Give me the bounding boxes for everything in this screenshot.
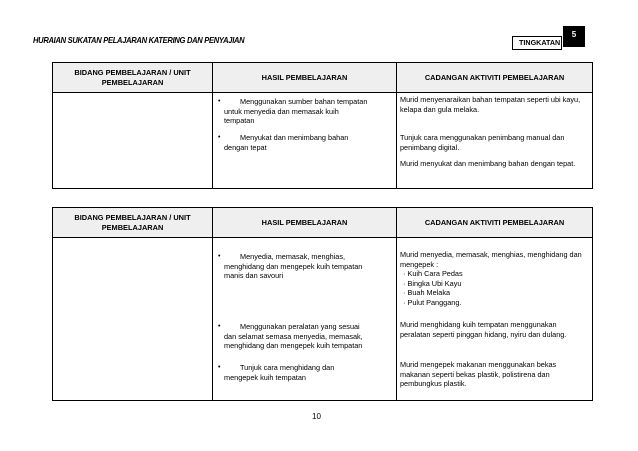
aktiviti-item: Murid menghidang kuih tempatan menggunakan peralatan seperti pinggan hidang, nyiru dan dulang. [400,320,567,339]
grade-number-badge: 5 [563,26,585,47]
list-item: · Buah Melaka [403,288,451,297]
hasil-item: • Menggunakan peralatan yang sesuai dan selamat semasa menyedia, memasak, menghidang dan mengepek kuih tempatan [218,322,363,350]
syllabus-table-2 [52,207,593,401]
list-item: · Kuih Cara Pedas [403,269,463,278]
bullet-icon: • [218,253,221,260]
bullet-icon: • [218,323,221,330]
column-header-aktiviti: CADANGAN AKTIVITI PEMBELAJARAN [397,208,593,238]
hasil-cell [213,93,397,189]
aktiviti-cell [397,238,593,401]
list-item: · Bingka Ubi Kayu [403,278,462,288]
hasil-item: • Menggunakan sumber bahan tempatan untuk menyedia dan memasak kuih tempatan [218,97,368,125]
hasil-item: • Menyukat dan menimbang bahan dengan tepat [218,133,349,152]
bidang-cell [53,238,213,401]
list-item: · Pulut Panggang. [403,297,462,307]
column-header-hasil: HASIL PEMBELAJARAN [213,208,397,238]
column-header-hasil: HASIL PEMBELAJARAN [213,63,397,93]
aktiviti-item: Tunjuk cara menggunakan penimbang manual dan penimbang digital. [400,133,565,152]
bullet-icon: • [218,364,221,371]
hasil-item: • Menyedia, memasak, menghias, menghidang dan mengepek kuih tempatan manis dan savouri [218,252,363,280]
page-number: 10 [312,412,321,421]
bidang-cell [53,93,213,189]
aktiviti-cell [397,93,593,189]
aktiviti-item: Murid mengepek makanan menggunakan bekas makanan seperti bekas plastik, polistirena dan pembungkus plastik. [400,360,557,388]
bullet-icon: • [218,98,221,105]
aktiviti-item: Murid menyenaraikan bahan tempatan seperti ubi kayu, kelapa dan gula melaka. [400,95,581,114]
column-header-aktiviti: CADANGAN AKTIVITI PEMBELAJARAN [397,63,593,93]
hasil-cell [213,238,397,401]
column-header-bidang: BIDANG PEMBELAJARAN / UNIT PEMBELAJARAN [53,208,213,238]
bullet-icon: • [218,134,221,141]
document-title: HURAIAN SUKATAN PELAJARAN KATERING DAN PENYAJIAN [33,36,245,45]
syllabus-table-1 [52,62,593,189]
column-header-bidang: BIDANG PEMBELAJARAN / UNIT PEMBELAJARAN [53,63,213,93]
aktiviti-item: Murid menyukat dan menimbang bahan dengan tepat. [400,159,576,168]
hasil-item: • Tunjuk cara menghidang dan mengepek kuih tempatan [218,363,335,382]
grade-label: TINGKATAN [512,36,562,50]
aktiviti-item: Murid menyedia, memasak, menghias, menghidang dan mengepek : · Kuih Cara Pedas · Bingka Ubi Kayu · Buah Melaka · Pulut Panggang. [400,250,586,307]
